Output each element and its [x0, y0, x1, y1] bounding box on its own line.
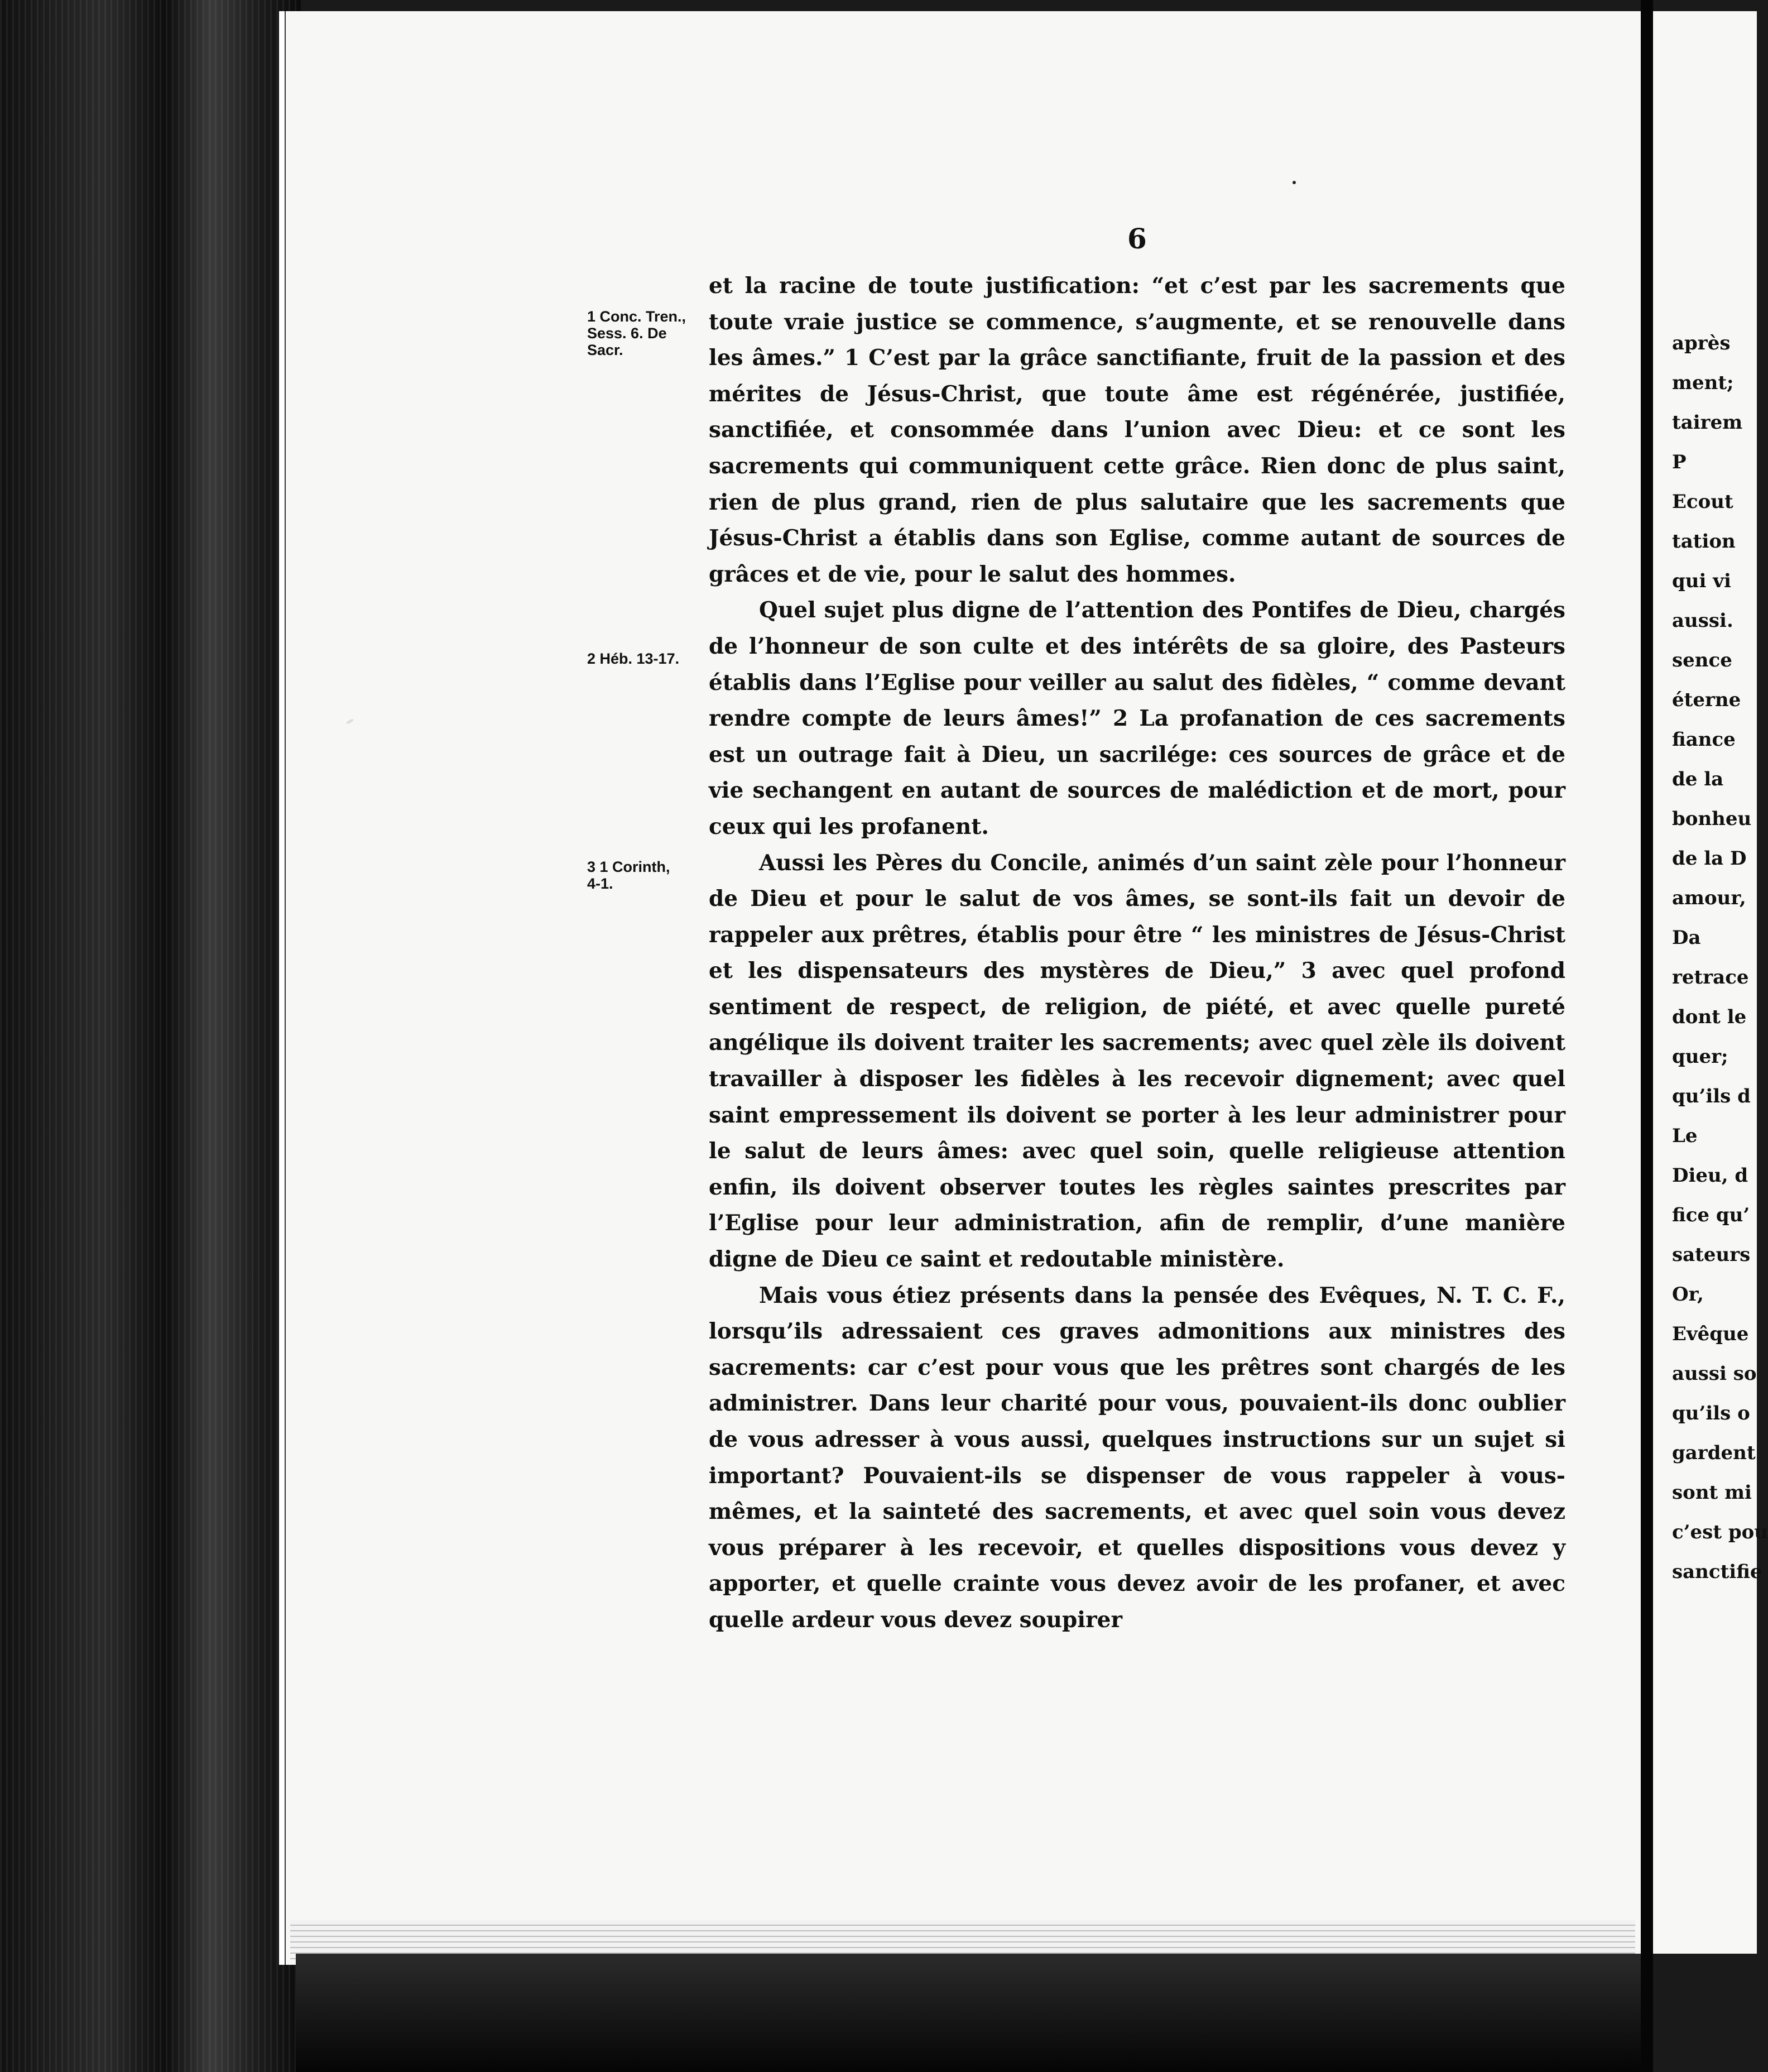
margin-note-2 [587, 650, 702, 667]
margin-note-line: 3 1 Corinth, [587, 858, 670, 875]
paragraph: Aussi les Pères du Concile, animés d’un saint zèle pour l’honneur de Dieu et pour le salut de vos âmes, se sont-ils fait un devoir de rappeler aux prêtres, établis pour être “ les ministres de Jésus-Christ et les dispensateurs des mystères de Dieu,” 3 avec quel profond sentiment de respect, de religion, de piété, et avec quelle pureté angélique ils doivent traiter les sacrements; avec quel zèle ils doivent travailler à disposer les fidèles à les recevoir dignement; avec quel saint empressement ils doivent se porter à les leur administrer pour le salut de leurs âmes: avec quel soin, quelle religieuse attention enfin, ils doivent observer toutes les règles saintes prescrites par l’Eglise pour leur administration, afin de remplir, d’une manière digne de Dieu ce saint et redoutable ministère. [709, 850, 1565, 1273]
page-number: 6 [1127, 222, 1147, 255]
facing-page-line: ment; [1672, 372, 1734, 394]
margin-note-line: 2 Héb. 13-17. [587, 650, 680, 667]
facing-page-line: dont le [1672, 1006, 1747, 1028]
facing-page-line: tairem [1672, 411, 1743, 434]
facing-page-line: Le [1672, 1125, 1698, 1147]
facing-page-line: qui vi [1672, 570, 1731, 592]
facing-page-line: aussi so [1672, 1363, 1757, 1385]
facing-page-line: gardent [1672, 1442, 1756, 1464]
facing-page-line: P [1672, 451, 1687, 473]
margin-note-3 [587, 858, 702, 892]
facing-page-line: sont mi [1672, 1481, 1752, 1504]
margin-note-line: Sacr. [587, 342, 623, 358]
facing-page-line: de la D [1672, 847, 1747, 870]
facing-page-line: Da [1672, 927, 1701, 949]
page-gutter [1641, 0, 1653, 2072]
facing-page-text [1672, 324, 1768, 1592]
margin-note-line: 4-1. [587, 875, 613, 892]
facing-page-line: bonheu [1672, 808, 1752, 830]
facing-page-line: tation [1672, 530, 1736, 553]
facing-page [1653, 11, 1768, 1954]
book-binding [0, 0, 301, 2072]
facing-page-line: sanctifie [1672, 1561, 1762, 1583]
margin-note-line: Sess. 6. De [587, 325, 667, 342]
facing-page-line: amour, [1672, 887, 1746, 909]
facing-page-line: fice qu’ [1672, 1204, 1750, 1226]
paragraph: et la racine de toute justification: “et c’est par les sacrements que toute vraie justice se commence, s’augmente, et se renouvelle dans les âmes.” 1 C’est par la grâce sanctifiante, fruit de la passion et des mérites de Jésus-Christ, que toute âme est régénérée, justifiée, sanctifiée, et consommée dans l’union avec Dieu: et ce sont les sacrements qui communiquent cette grâce. Rien donc de plus saint, rien de plus grand, rien de plus salutaire que les sacrements que Jésus-Christ a établis dans son Eglise, comme autant de sources de grâces et de vie, pour le salut des hommes. [709, 273, 1565, 587]
margin-note-1 [587, 308, 702, 358]
facing-page-line: fiance [1672, 728, 1736, 751]
facing-page-line: de la [1672, 768, 1724, 790]
page-shadow [296, 1954, 1646, 2072]
paragraph: Quel sujet plus digne de l’attention des Pontifes de Dieu, chargés de l’honneur de son culte et des intérêts de sa gloire, des Pasteurs établis dans l’Eglise pour veiller au salut des fidèles, “ comme devant rendre compte de leurs âmes!” 2 La profanation de ces sacrements est un outrage fait à Dieu, un sacrilége: ces sources de grâce et de vie sechangent en autant de sources de malédiction et de mort, pour ceux qui les profanent. [709, 597, 1565, 840]
facing-page-line: Or, [1672, 1283, 1704, 1306]
margin-note-line: 1 Conc. Tren., [587, 308, 686, 325]
body-text [709, 268, 1565, 1638]
facing-page-line: après [1672, 332, 1731, 354]
facing-page-line: quer; [1672, 1045, 1728, 1068]
facing-page-line: Dieu, d [1672, 1164, 1748, 1187]
facing-page-line: Ecout [1672, 491, 1733, 513]
facing-page-line: qu’ils d [1672, 1085, 1751, 1107]
facing-page-line: éterne [1672, 689, 1741, 711]
paragraph: Mais vous étiez présents dans la pensée des Evêques, N. T. C. F., lorsqu’ils adressaient ces graves admonitions aux ministres des sacrements: car c’est pour vous que les prêtres sont chargés de les administrer. Dans leur charité pour vous, pouvaient-ils donc oublier de vous adresser à vous aussi, quelques instructions sur un sujet si important? Pouvaient-ils se dispenser de vous rappeler à vous-mêmes, et la sainteté des sacrements, et avec quel soin vous devez vous préparer à les recevoir, et quelles dispositions vous devez y apporter, et quelle crainte vous devez avoir de les profaner, et avec quelle ardeur vous devez soupirer [709, 1282, 1565, 1633]
facing-page-line: aussi. [1672, 610, 1733, 632]
facing-page-line: qu’ils o [1672, 1402, 1750, 1424]
facing-page-line: retrace [1672, 966, 1749, 989]
facing-page-line: sence [1672, 649, 1732, 672]
scan-speck [1293, 181, 1296, 184]
facing-page-line: sateurs [1672, 1244, 1751, 1266]
facing-page-line: Evêque [1672, 1323, 1749, 1345]
facing-page-line: c’est pou [1672, 1521, 1768, 1543]
